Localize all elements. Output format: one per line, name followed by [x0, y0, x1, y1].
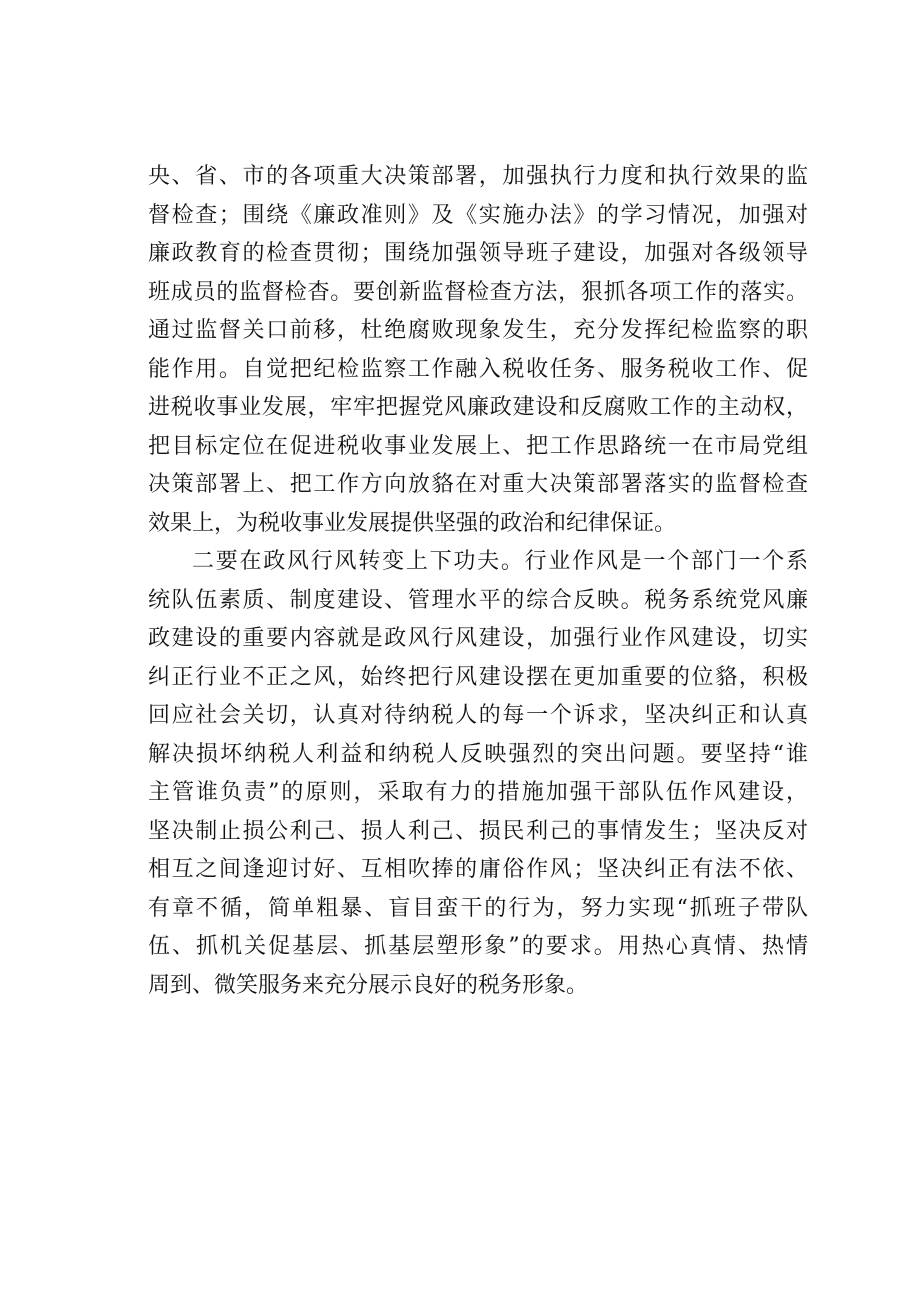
text-line: 督检查；围绕《廉政准则》及《实施办法》的学习情况，加强对: [148, 202, 808, 228]
text-line: 通过监督关口前移，杜绝腐败现象发生，充分发挥纪检监察的职: [148, 318, 808, 343]
text-line: 解决损坏纳税人利益和纳税人反映强烈的突出问题。要坚持“谁: [148, 741, 808, 767]
text-line: 进税收事业发展，牢牢把握党风廉政建设和反腐败工作的主动权，: [148, 395, 808, 420]
text-line: 把目标定位在促进税收事业发展上、把工作思路统一在市局党组: [148, 433, 808, 459]
text-line: 廉政教育的检查贯彻；围绕加强领导班子建设，加强对各级领导: [148, 241, 808, 266]
paragraph-1: [148, 158, 808, 543]
text-line: 纠正行业不正之风，始终把行风建设摆在更加重要的位貉，积极: [148, 664, 808, 690]
text-line: 决策部署上、把工作方向放貉在对重大决策部署落实的监督检查: [148, 472, 808, 497]
text-line: 央、省、市的各项重大决策部署，加强执行力度和执行效果的监: [148, 164, 808, 189]
text-line: 主管谁负责”的原则，采取有力的措施加强干部队伍作风建设，: [148, 780, 808, 805]
text-line: 伍、抓机关促基层、抓基层塑形象”的要求。用热心真情、热情: [148, 934, 808, 959]
paragraph-2: [148, 543, 808, 1005]
text-line: 有章不循，简单粗暴、盲目蛮干的行为，努力实现“抓班子带队: [148, 895, 808, 921]
document-body: [148, 158, 808, 1005]
text-line: 相互之间逢迎讨好、互相吹捧的庸俗作风；坚决纠正有法不依、: [148, 857, 808, 882]
text-line: 效果上，为税收事业发展提供坚强的政治和纪律保证。: [148, 510, 677, 536]
text-line: 坚决制止损公利己、损人利己、损民利己的事情发生；坚决反对: [148, 818, 808, 844]
text-line: 二要在政风行风转变上下功夫。行业作风是一个部门一个系: [192, 549, 808, 574]
text-line: 统队伍素质、制度建设、管理水平的综合反映。税务系统党风廉: [148, 587, 808, 613]
text-line: 能作用。自觉把纪检监察工作融入税收任务、服务税收工作、促: [148, 356, 808, 382]
text-line: 周到、微笑服务来充分展示良好的税务形象。: [148, 972, 589, 998]
text-line: 班成员的监督检杳。要创新监督检查方法，狠抓各项工作的落实。: [148, 279, 808, 305]
text-line: 政建设的重要内容就是政风行风建设，加强行业作风建设，切实: [148, 626, 808, 651]
text-line: 回应社会关切，认真对待纳税人的每一个诉求，坚决纠正和认真: [148, 703, 808, 728]
